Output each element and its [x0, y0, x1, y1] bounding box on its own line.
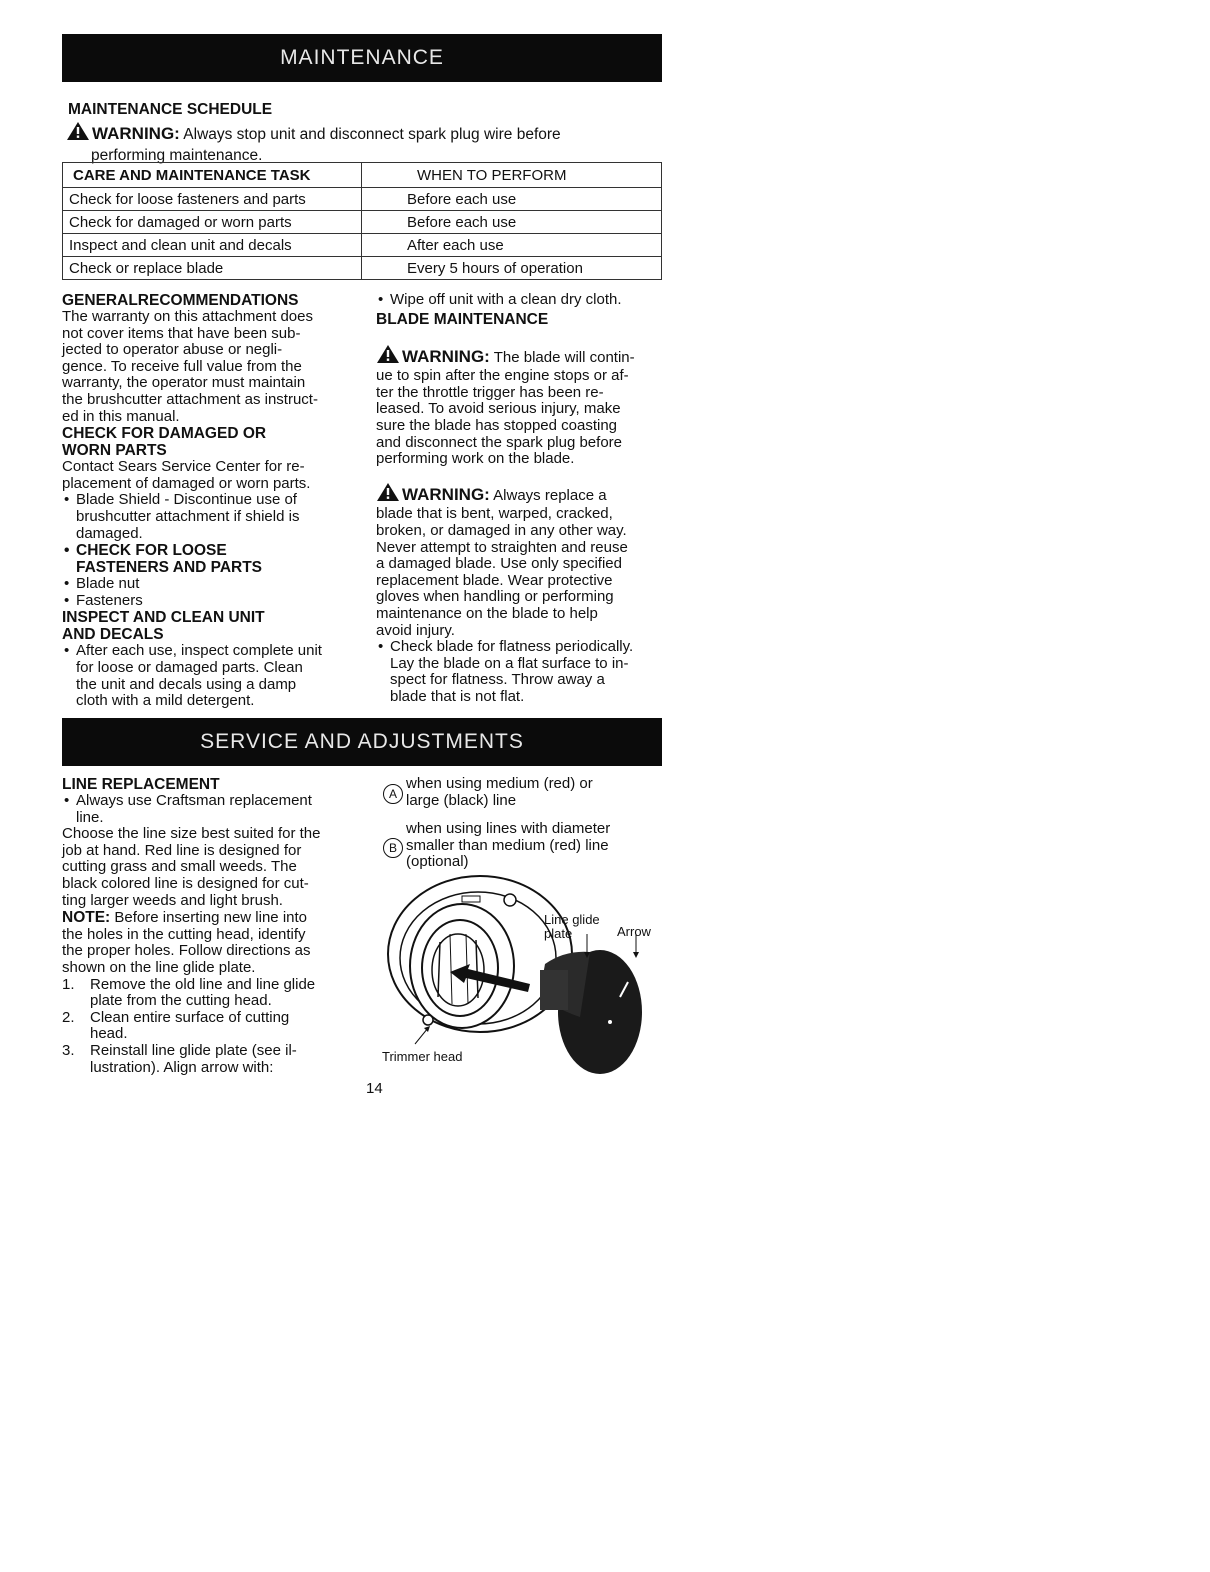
inspect-item: • After each use, inspect complete unit — [62, 643, 362, 660]
flatness-cont: spect for flatness. Throw away a — [390, 671, 605, 689]
line-size-text: black colored line is designed for cut- — [62, 874, 309, 892]
line-replacement-heading: LINE REPLACEMENT — [62, 776, 220, 793]
step-item — [62, 1010, 362, 1027]
task-cell: Check or replace blade — [63, 257, 362, 280]
column-header-when: WHEN TO PERFORM — [362, 163, 662, 188]
warning-line: performing work on the blade. — [376, 450, 575, 468]
step-cont: lustration). Align arrow with: — [90, 1058, 274, 1076]
step-text: Remove the old line and line glide — [90, 975, 316, 993]
step-number: 3. — [62, 1041, 75, 1059]
page-number: 14 — [366, 1080, 383, 1097]
blade-warning-1 — [376, 344, 666, 468]
note-line: the proper holes. Follow directions as — [62, 942, 311, 960]
warning-label: WARNING: — [402, 346, 490, 366]
blade-shield-item: • Blade Shield - Discontinue use of — [62, 492, 362, 509]
warning-line: gloves when handling or performing — [376, 588, 614, 606]
general-line: The warranty on this attachment does — [62, 308, 313, 325]
schedule-warning — [66, 121, 666, 165]
warning-line: ue to spin after the engine stops or af- — [376, 367, 629, 385]
check-damaged-heading-cont: WORN PARTS — [62, 442, 167, 460]
general-line: not cover items that have been sub- — [62, 324, 301, 342]
option-a-text — [406, 776, 593, 809]
when-cell: Before each use — [362, 211, 662, 234]
warning-text: Always replace a — [493, 486, 607, 504]
warning-text-cont: performing maintenance. — [91, 147, 263, 164]
maintenance-schedule-table — [62, 162, 662, 280]
general-line: ed in this manual. — [62, 407, 180, 425]
warning-label: WARNING: — [402, 484, 490, 504]
option-a-line: large (black) line — [406, 791, 517, 809]
inspect-cont: the unit and decals using a damp — [76, 675, 297, 693]
option-a-line: when using medium (red) or — [406, 775, 593, 792]
note-label: NOTE: — [62, 909, 111, 927]
line-size-text: Choose the line size best suited for the — [62, 825, 321, 843]
step-text: Clean entire surface of cutting — [90, 1008, 290, 1026]
warning-line: and disconnect the spark plug before — [376, 433, 622, 451]
warning-label: WARNING: — [92, 124, 180, 143]
flatness-cont: blade that is not flat. — [390, 687, 525, 705]
line-size-text: ting larger weeds and light brush. — [62, 891, 283, 909]
step-cont: head. — [90, 1025, 128, 1043]
note-text: Before inserting new line into — [110, 909, 307, 927]
option-b-icon: B — [383, 838, 403, 858]
task-cell: Inspect and clean unit and decals — [63, 234, 362, 257]
step-text: Reinstall line glide plate (see il- — [90, 1041, 297, 1059]
step-number: 1. — [62, 975, 75, 993]
blade-warning-2 — [376, 482, 666, 639]
table-row — [63, 188, 662, 211]
step-item — [62, 1043, 362, 1060]
maintenance-banner: MAINTENANCE — [62, 34, 662, 82]
check-loose-heading: • CHECK FOR LOOSE — [62, 542, 362, 559]
warning-text: The blade will contin- — [493, 348, 635, 366]
note-line: the holes in the cutting head, identify — [62, 925, 306, 943]
table-header-row — [63, 163, 662, 188]
warning-triangle-icon — [376, 344, 400, 369]
arrow-label: Arrow — [617, 924, 651, 939]
step-cont: plate from the cutting head. — [90, 992, 272, 1010]
damaged-line: Contact Sears Service Center for re- — [62, 458, 305, 476]
fasteners-item: • Fasteners — [62, 593, 362, 610]
warning-line: blade that is bent, warped, cracked, — [376, 505, 613, 523]
note — [62, 909, 362, 927]
inspect-clean-heading-cont: AND DECALS — [62, 626, 164, 644]
table-row — [63, 257, 662, 280]
column-header-task: CARE AND MAINTENANCE TASK — [63, 163, 362, 188]
step-number: 2. — [62, 1008, 75, 1026]
blade-maintenance-heading: BLADE MAINTENANCE — [376, 310, 549, 328]
craftsman-cont: line. — [76, 808, 104, 826]
glide-plate-label — [544, 913, 600, 941]
when-cell: Before each use — [362, 188, 662, 211]
right-column — [376, 292, 666, 705]
service-left-column — [62, 776, 362, 1076]
option-a-icon: A — [383, 784, 403, 804]
general-line: warranty, the operator must maintain — [62, 374, 306, 392]
when-cell: After each use — [362, 234, 662, 257]
warning-line: ter the throttle trigger has been re- — [376, 383, 604, 401]
warning-line: leased. To avoid serious injury, make — [376, 400, 621, 418]
blade-shield-cont: damaged. — [76, 524, 143, 542]
warning-line: replacement blade. Wear protective — [376, 571, 613, 589]
service-adjustments-banner: SERVICE AND ADJUSTMENTS — [62, 718, 662, 766]
blade-nut-item: • Blade nut — [62, 576, 362, 593]
warning-line: broken, or damaged in any other way. — [376, 521, 627, 539]
option-b-line: when using lines with diameter — [406, 820, 611, 837]
line-size-text: cutting grass and small weeds. The — [62, 858, 297, 876]
damaged-line: placement of damaged or worn parts. — [62, 474, 311, 492]
warning-line: avoid injury. — [376, 621, 455, 639]
option-b-line: smaller than medium (red) line — [406, 836, 609, 854]
note-line: shown on the line glide plate. — [62, 958, 256, 976]
flatness-item: • Check blade for flatness periodically. — [376, 639, 666, 656]
check-damaged-heading: CHECK FOR DAMAGED OR — [62, 425, 267, 443]
step-item — [62, 977, 362, 994]
warning-text: Always stop unit and disconnect spark plug wire before — [183, 126, 561, 143]
line-size-text: job at hand. Red line is designed for — [62, 841, 302, 859]
task-cell: Check for loose fasteners and parts — [63, 188, 362, 211]
general-line: gence. To receive full value from the — [62, 357, 302, 375]
warning-line: maintenance on the blade to help — [376, 604, 598, 622]
warning-line: Never attempt to straighten and reuse — [376, 538, 628, 556]
general-line: the brushcutter attachment as instruct- — [62, 390, 318, 408]
glide-plate-label-line: Line glide — [544, 912, 600, 927]
wipe-item: • Wipe off unit with a clean dry cloth. — [376, 292, 666, 309]
task-cell: Check for damaged or worn parts — [63, 211, 362, 234]
inspect-clean-heading: INSPECT AND CLEAN UNIT — [62, 609, 265, 627]
option-b-text — [406, 821, 610, 871]
left-column — [62, 292, 362, 710]
warning-triangle-icon — [66, 121, 90, 146]
trimmer-head-label: Trimmer head — [382, 1049, 463, 1064]
check-loose-heading-cont: FASTENERS AND PARTS — [76, 559, 263, 577]
inspect-cont: for loose or damaged parts. Clean — [76, 658, 303, 676]
general-recommendations-heading: GENERALRECOMMENDATIONS — [62, 292, 299, 309]
table-row — [63, 234, 662, 257]
when-cell: Every 5 hours of operation — [362, 257, 662, 280]
general-line: jected to operator abuse or negli- — [62, 341, 283, 359]
option-b-line: (optional) — [406, 853, 469, 871]
glide-plate-label-line: plate — [544, 926, 573, 941]
schedule-heading: MAINTENANCE SCHEDULE — [68, 101, 273, 118]
warning-triangle-icon — [376, 482, 400, 507]
craftsman-item: • Always use Craftsman replacement — [62, 793, 362, 810]
blade-shield-cont: brushcutter attachment if shield is — [76, 507, 300, 525]
inspect-cont: cloth with a mild detergent. — [76, 692, 255, 710]
warning-line: a damaged blade. Use only specified — [376, 555, 622, 573]
table-row — [63, 211, 662, 234]
warning-line: sure the blade has stopped coasting — [376, 416, 618, 434]
flatness-cont: Lay the blade on a flat surface to in- — [390, 654, 629, 672]
